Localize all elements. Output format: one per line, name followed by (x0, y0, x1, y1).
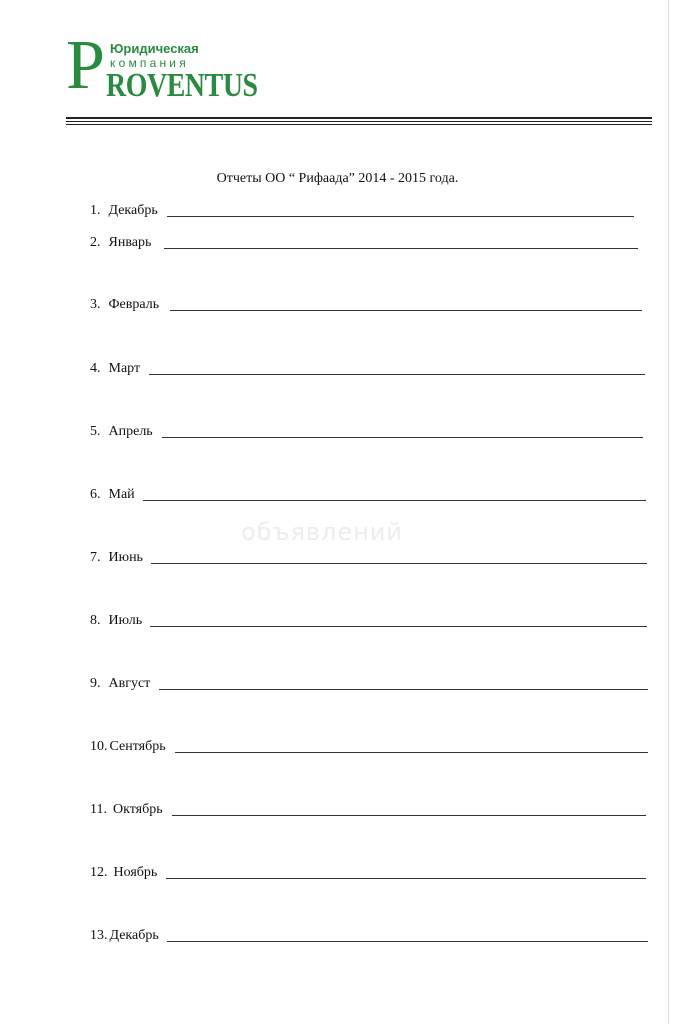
list-item (90, 739, 166, 757)
watermark: объявлений (241, 518, 404, 546)
item-number: 2. (90, 235, 101, 250)
item-number: 3. (90, 297, 101, 312)
page-edge (668, 0, 669, 1024)
list-item (90, 203, 158, 221)
list-item (90, 865, 157, 883)
item-number: 7. (90, 550, 101, 565)
list-item (90, 928, 159, 946)
item-number: 12. (90, 865, 108, 880)
month-label: Апрель (108, 424, 153, 439)
header-rule-top (66, 117, 652, 119)
document-title: Отчеты ОО “ Рифаада” 2014 - 2015 года. (216, 171, 459, 186)
list-item (90, 613, 142, 631)
list-item (90, 361, 140, 379)
month-label: Декабрь (109, 928, 159, 943)
list-item (90, 297, 159, 315)
header-rule-middle (66, 121, 652, 122)
fill-in-line (164, 248, 638, 249)
logo-subtitle-1: Юридическая (110, 41, 199, 56)
fill-in-line (151, 563, 647, 564)
fill-in-line (149, 374, 645, 375)
fill-in-line (162, 437, 643, 438)
fill-in-line (170, 310, 642, 311)
item-number: 13. (90, 928, 108, 943)
item-number: 5. (90, 424, 101, 439)
item-number: 11. (90, 802, 107, 817)
list-item (90, 235, 151, 253)
list-item (90, 550, 143, 568)
month-label: Май (108, 487, 135, 502)
month-label: Август (108, 676, 151, 691)
fill-in-line (150, 626, 647, 627)
month-label: Сентябрь (109, 739, 166, 754)
fill-in-line (175, 752, 648, 753)
fill-in-line (167, 941, 648, 942)
fill-in-line (167, 216, 634, 217)
fill-in-line (143, 500, 646, 501)
item-number: 4. (90, 361, 101, 376)
item-number: 6. (90, 487, 101, 502)
month-label: Июнь (108, 550, 143, 565)
item-number: 10. (90, 739, 108, 754)
fill-in-line (166, 878, 646, 879)
month-label: Март (108, 361, 141, 376)
company-logo (66, 27, 258, 104)
item-number: 9. (90, 676, 101, 691)
month-label: Июль (108, 613, 143, 628)
fill-in-line (159, 689, 648, 690)
month-label: Ноябрь (113, 865, 158, 880)
month-label: Февраль (108, 297, 160, 312)
list-item (90, 424, 153, 442)
list-item (90, 487, 135, 505)
list-item (90, 802, 163, 820)
month-label: Октябрь (112, 802, 163, 817)
item-number: 1. (90, 203, 101, 218)
month-label: Декабрь (108, 203, 158, 218)
month-label: Январь (108, 235, 152, 250)
header-rule-bottom (66, 124, 652, 125)
list-item (90, 676, 150, 694)
logo-subtitle-2: компания (110, 56, 189, 70)
item-number: 8. (90, 613, 101, 628)
logo-initial: P (66, 27, 105, 104)
logo-wordmark: ROVENTUS (106, 67, 258, 104)
fill-in-line (172, 815, 646, 816)
